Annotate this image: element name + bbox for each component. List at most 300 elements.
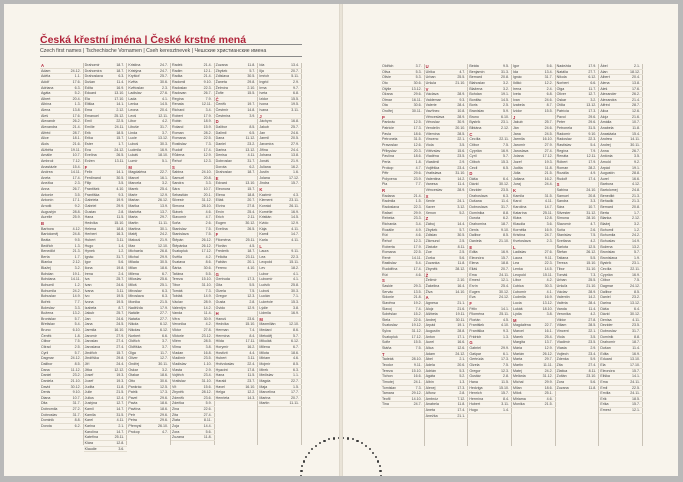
first-name: Blažena xyxy=(469,86,483,91)
first-name: Rozália xyxy=(556,171,569,176)
name-day-date: 6.8. xyxy=(546,92,553,97)
corner-dot xyxy=(379,465,381,467)
name-day-date: 29.3. xyxy=(413,283,422,288)
first-name: Max xyxy=(128,243,136,248)
first-name: Pavla xyxy=(128,401,138,406)
name-day-date: 17.1. xyxy=(72,198,81,203)
first-name: Libor xyxy=(128,119,137,124)
name-day-date: 10.7. xyxy=(203,187,212,192)
first-name: Gustáv xyxy=(469,374,481,379)
first-name: Sebastián xyxy=(172,192,188,197)
first-name: František xyxy=(84,187,100,192)
first-name: Erik xyxy=(600,396,607,401)
name-day-date: 18.6. xyxy=(290,350,299,355)
first-name: Helga xyxy=(215,390,226,395)
name-day-date: 21.3. xyxy=(631,193,640,198)
first-name: Rafael xyxy=(382,210,393,215)
first-name: Izidor xyxy=(259,96,269,101)
name-day-date: 27.7. xyxy=(588,69,597,74)
first-name: Aneta xyxy=(425,408,436,413)
name-day-date: 3.8. xyxy=(546,312,553,317)
first-name: Klement xyxy=(259,198,273,203)
first-name: Robert xyxy=(172,113,183,118)
name-day-date: 22.7. xyxy=(159,170,168,175)
first-name: Františka xyxy=(84,192,100,197)
name-day-date: 1.1. xyxy=(292,373,299,378)
first-name: Naděžda xyxy=(128,305,143,310)
name-day-date: 19.5. xyxy=(116,299,125,304)
letter-heading-text: V xyxy=(425,86,429,92)
name-day-date: 13.7. xyxy=(544,340,553,345)
name-row xyxy=(512,402,556,408)
corner-dot xyxy=(372,452,374,454)
first-name: Anton xyxy=(425,334,436,339)
name-day-date: 12.4. xyxy=(116,395,125,400)
first-name: Věroslav xyxy=(425,120,440,125)
name-day-date: 7.5. xyxy=(633,278,640,283)
first-name: Valentýn xyxy=(172,305,186,310)
name-day-date: 25.7. xyxy=(290,125,299,130)
name-day-date: 15.7. xyxy=(116,136,125,141)
name-day-date: 4.11. xyxy=(291,237,299,242)
letter-heading-text: M xyxy=(513,317,517,323)
first-name: Bruno xyxy=(469,114,479,119)
name-day-date: 26.10. xyxy=(157,424,168,428)
first-name: Patricie xyxy=(382,126,394,131)
letter-heading-text: S xyxy=(382,278,385,284)
first-name: Berta xyxy=(600,210,609,215)
name-day-date: 19.8. xyxy=(116,266,125,271)
name-day-date: 7.3. xyxy=(205,288,212,293)
name-day-date: 4.9. xyxy=(590,171,597,176)
first-name: Alica xyxy=(600,109,609,114)
name-day-date: 12.9. xyxy=(159,192,168,197)
name-day-date: 25.1. xyxy=(159,282,168,287)
first-name: Ignác xyxy=(513,75,522,80)
name-day-date: 30.3. xyxy=(544,283,553,288)
first-name: Oto xyxy=(382,80,388,85)
name-day-date: 30.12. xyxy=(245,220,256,225)
first-name: Hugo xyxy=(469,408,478,413)
first-name: Klára xyxy=(513,216,522,221)
name-day-date: 12.9. xyxy=(544,346,553,351)
name-day-date: 18.6. xyxy=(544,385,553,390)
name-day-date: 25.5. xyxy=(457,75,466,80)
first-name: Jakub xyxy=(513,120,523,125)
first-name: Vendelín xyxy=(425,126,440,131)
first-name: Dana xyxy=(215,136,225,141)
first-name: Dobroslav xyxy=(41,412,58,417)
name-day-date: 21.9. xyxy=(290,158,299,163)
first-name: Ľubomír xyxy=(513,289,527,294)
name-day-date: 18.6. xyxy=(159,407,168,412)
name-day-date: 21.4. xyxy=(413,193,422,198)
name-day-date: 15.10. xyxy=(245,322,256,327)
name-day-date: 26.5. xyxy=(116,153,125,158)
name-day-date: 23.12. xyxy=(201,333,212,338)
name-day-date: 27.4. xyxy=(203,412,212,417)
name-day-date: 11.5. xyxy=(247,373,256,378)
name-day-date: 19.2. xyxy=(413,300,422,305)
name-day-date: 3.2. xyxy=(633,221,640,226)
first-name: Hedviga xyxy=(469,385,483,390)
first-name: Xenie xyxy=(425,199,435,204)
name-day-date: 24.7. xyxy=(413,402,422,407)
name-day-date: 19.1. xyxy=(631,165,640,170)
first-name: Pětr xyxy=(382,171,389,176)
name-day-date: 16.6. xyxy=(457,340,466,345)
name-day-date: 4.2. xyxy=(205,322,212,327)
name-day-date: 5.1. xyxy=(161,158,168,163)
first-name: Dobromila xyxy=(41,407,58,412)
first-name: Dominik xyxy=(41,418,54,423)
first-name: Pankrác xyxy=(382,120,396,125)
first-name: Pia xyxy=(382,182,388,187)
name-row xyxy=(258,401,302,407)
name-day-date: 15.7. xyxy=(631,402,640,407)
first-name: Živa xyxy=(425,289,433,294)
first-name: Valerie xyxy=(425,103,437,108)
first-name: Svatava xyxy=(172,260,185,265)
name-day-date: 8.11. xyxy=(457,244,466,249)
first-name: Ernest xyxy=(600,408,611,413)
name-day-date: 15.7. xyxy=(116,350,125,355)
name-day-date: 9.11. xyxy=(413,362,422,367)
name-day-date: 8.5. xyxy=(633,289,640,294)
first-name: Štefan xyxy=(556,250,568,255)
first-name: Tadeáš xyxy=(382,357,394,362)
name-day-date: 15.7. xyxy=(500,255,509,260)
name-day-date: 23.3. xyxy=(413,216,422,221)
first-name: Mečislav xyxy=(259,373,274,378)
name-day-date: 5.2. xyxy=(74,91,81,96)
first-name: Hana xyxy=(469,379,478,384)
first-name: Jaromír xyxy=(84,333,97,338)
name-day-date: 19.3. xyxy=(116,378,125,383)
name-day-date: 26.5. xyxy=(247,226,256,231)
name-day-date: 13.10. xyxy=(114,91,125,96)
first-name: Ivo xyxy=(84,294,90,299)
name-day-date: 2.12. xyxy=(72,260,81,265)
first-name: Andrej xyxy=(600,142,611,147)
first-name: Patrícia xyxy=(556,109,569,114)
first-name: Jindřiška xyxy=(84,356,99,361)
name-day-date: 27.4. xyxy=(116,339,125,344)
first-name: Marta xyxy=(128,215,138,220)
name-day-date: 4.2. xyxy=(546,278,553,283)
name-day-date: 25.5. xyxy=(588,278,597,283)
first-name: Josef xyxy=(84,373,94,378)
name-day-date: 6.12. xyxy=(159,322,168,327)
first-name: Otília xyxy=(556,103,566,108)
name-day-date: 2.8. xyxy=(118,209,125,214)
first-name: Tibor xyxy=(556,267,565,272)
name-day-date: 18.6. xyxy=(413,154,422,159)
first-name: Drahoslav xyxy=(215,170,232,175)
first-name: Bonifác xyxy=(469,97,482,102)
name-day-date: 29.8. xyxy=(247,79,256,84)
name-day-date: 5.7. xyxy=(249,68,256,73)
name-day-date: 11.8. xyxy=(247,63,256,67)
name-day-date: 13.12. xyxy=(629,300,640,305)
first-name: Konrád xyxy=(259,204,271,209)
name-day-date: 21.8. xyxy=(413,295,422,300)
letter-heading-text: E xyxy=(215,175,219,181)
name-day-date: 18.7. xyxy=(116,68,125,73)
name-day-date: 3.2. xyxy=(590,97,597,102)
first-name: Tomáš xyxy=(556,272,568,277)
name-day-date: 23.10. xyxy=(586,374,597,379)
name-day-date: 24.10. xyxy=(586,188,597,193)
first-name: Dorota xyxy=(469,216,481,221)
first-name: Michal xyxy=(513,379,524,384)
name-day-date: 22.3. xyxy=(413,205,422,210)
name-day-date: 7.5. xyxy=(74,339,81,344)
name-day-date: 4.5. xyxy=(502,317,509,322)
name-day-date: 3.11. xyxy=(501,402,509,407)
letter-heading-text: J xyxy=(513,114,516,120)
first-name: Ondřej xyxy=(128,361,140,366)
name-day-date: 24.11. xyxy=(114,125,125,130)
name-day-date: 9.11. xyxy=(544,255,553,260)
name-day-date: 5.5. xyxy=(205,271,212,276)
first-name: Izidor xyxy=(513,109,522,114)
name-day-date: 3.3. xyxy=(205,181,212,186)
first-name: Lucia xyxy=(513,300,522,305)
first-name: Jolana xyxy=(513,154,524,159)
page-subtitle: Czech first names | Tschechische Vornamen | Cseh keresztnevek | Чешские христианские имена xyxy=(40,48,267,54)
first-name: Robin xyxy=(172,119,182,124)
first-name: Soběslav xyxy=(382,312,397,317)
first-name: Ivana xyxy=(84,288,94,293)
first-name: Otakar xyxy=(128,373,140,378)
first-name: Maxmilián xyxy=(259,322,276,327)
name-day-date: 14.11. xyxy=(70,170,81,175)
name-day-date: 8.4. xyxy=(502,396,509,401)
name-day-date: 7.1. xyxy=(292,294,299,299)
first-name: Soňa xyxy=(556,227,566,232)
first-name: Klára xyxy=(84,440,94,445)
first-name: Adolf xyxy=(41,79,50,84)
first-name: Zdislav xyxy=(425,233,438,238)
name-day-date: 27.6. xyxy=(159,91,168,96)
name-day-date: 14.1. xyxy=(116,170,125,175)
first-name: Bedřich xyxy=(41,243,54,248)
name-day-date: 17.9. xyxy=(588,159,597,164)
name-day-date: 9.5. xyxy=(502,64,509,68)
letter-heading-text: M xyxy=(128,164,132,170)
first-name: Zita xyxy=(556,362,563,367)
name-day-date: 3.9. xyxy=(249,113,256,118)
page-title: Česká křestní jména | České krstné mená xyxy=(40,34,247,46)
first-name: Jaroslava xyxy=(84,345,101,350)
first-name: Samuel xyxy=(556,193,569,198)
first-name: Ctibor xyxy=(41,339,51,344)
name-day-date: 21.6. xyxy=(457,306,466,311)
name-day-date: 22.11. xyxy=(499,137,509,142)
first-name: Kvido xyxy=(259,220,269,225)
first-name: Martin xyxy=(128,220,139,225)
first-name: Fridrich xyxy=(469,334,482,339)
first-name: Andrea xyxy=(41,170,53,175)
first-name: Alica xyxy=(425,346,434,351)
first-name: Bronislav xyxy=(600,250,616,255)
first-name: Oldřich xyxy=(128,339,140,344)
first-name: Jakub xyxy=(84,311,95,316)
first-name: Ivan xyxy=(513,97,520,102)
first-name: Servác xyxy=(382,289,394,294)
name-day-date: 11.8. xyxy=(116,384,125,389)
name-day-date: 18.7. xyxy=(116,63,125,67)
first-name: Vladislav xyxy=(172,361,187,366)
name-day-date: 29.9. xyxy=(159,254,168,259)
first-name: Gizela xyxy=(215,288,226,293)
first-name: Radim xyxy=(172,68,183,73)
first-name: Emanuel xyxy=(84,113,99,118)
first-name: Otýlie xyxy=(382,86,392,91)
name-row xyxy=(425,414,469,420)
first-name: Leona xyxy=(128,108,139,113)
first-name: Radoslav xyxy=(172,85,187,90)
name-day-date: 20.8. xyxy=(203,175,212,180)
first-name: Berta xyxy=(41,254,50,259)
first-name: Marcela xyxy=(128,181,142,186)
name-day-date: 27.9. xyxy=(290,141,299,146)
first-name: Dávid xyxy=(600,312,610,317)
name-day-date: 16.6. xyxy=(631,176,640,181)
first-name: Růžena xyxy=(172,153,185,158)
name-day-date: 24.4. xyxy=(116,361,125,366)
name-day-date: 16.11. xyxy=(411,97,422,102)
first-name: Božena xyxy=(41,311,54,316)
name-day-date: 13.2. xyxy=(631,244,640,249)
first-name: Lada xyxy=(128,96,137,101)
first-name: Václav xyxy=(172,299,183,304)
first-name: Milota xyxy=(259,350,269,355)
name-day-date: 14.9. xyxy=(631,238,640,243)
first-name: Františka xyxy=(469,329,485,334)
name-day-date: 23.2. xyxy=(631,295,640,300)
name-day-date: 20.1. xyxy=(247,260,256,265)
name-row xyxy=(171,435,215,441)
name-day-date: 6.5. xyxy=(502,165,509,170)
name-day-date: 28.4. xyxy=(588,300,597,305)
name-day-date: 5.3. xyxy=(459,368,466,373)
name-day-date: 8.11. xyxy=(588,368,597,373)
name-day-date: 14.11. xyxy=(630,137,640,142)
name-day-date: 24.7. xyxy=(544,233,553,238)
first-name: Michal xyxy=(128,254,139,259)
name-day-date: 29.12. xyxy=(411,391,422,396)
first-name: Kristina xyxy=(128,63,141,67)
first-name: Bohumil xyxy=(600,227,614,232)
name-day-date: 17.12. xyxy=(288,175,299,180)
name-day-date: 12.3. xyxy=(247,294,256,299)
name-day-date: 28.5. xyxy=(203,339,212,344)
name-day-date: 16.9. xyxy=(544,227,553,232)
first-name: Polyxena xyxy=(382,176,397,181)
first-name: Urban xyxy=(425,75,436,80)
first-name: Ela xyxy=(84,96,90,101)
name-day-date: 25.7. xyxy=(116,277,125,282)
name-day-date: 13.11. xyxy=(114,158,125,163)
letter-heading-text: X xyxy=(425,193,429,199)
name-day-date: 28.9. xyxy=(457,114,466,119)
name-day-date: 24.2. xyxy=(159,232,168,237)
name-day-date: 29.8. xyxy=(116,356,125,361)
first-name: Lea xyxy=(259,254,266,259)
name-day-date: 25.8. xyxy=(290,282,299,287)
first-name: Gabriel xyxy=(84,204,97,209)
name-day-date: 12.5. xyxy=(159,384,168,389)
first-name: Gašpar xyxy=(469,351,482,356)
first-name: Albín xyxy=(425,379,434,384)
name-day-date: 14.2. xyxy=(588,295,597,300)
first-name: Zlata xyxy=(172,418,180,423)
first-name: Vojtěch xyxy=(172,373,184,378)
name-day-date: 4.10. xyxy=(247,266,256,271)
first-name: Radomír xyxy=(556,131,571,136)
first-name: Darina xyxy=(600,300,611,305)
first-name: Zora xyxy=(556,379,565,384)
first-name: Svatoslav xyxy=(382,323,398,328)
first-name: Herman xyxy=(215,328,229,333)
name-day-date: 21.1. xyxy=(457,300,466,305)
name-day-date: 11.4. xyxy=(116,79,125,84)
first-name: David xyxy=(41,384,51,389)
letter-heading-text: Z xyxy=(425,216,429,222)
first-name: Teofil xyxy=(382,396,391,401)
first-name: Šarlota xyxy=(556,244,569,249)
first-name: Stanislav xyxy=(556,233,572,238)
name-day-date: 12.6. xyxy=(631,109,640,114)
first-name: Gertruda xyxy=(215,277,230,282)
name-day-date: 3.11. xyxy=(116,288,125,293)
first-name: Marcel xyxy=(128,175,140,180)
first-name: Ingrid xyxy=(259,79,269,84)
first-name: Vít xyxy=(172,384,177,389)
first-name: Přemysl xyxy=(128,424,142,428)
name-day-date: 25.9. xyxy=(72,215,81,220)
name-day-date: 1.1. xyxy=(74,74,81,79)
name-day-date: 5.9. xyxy=(205,401,212,406)
first-name: Roman xyxy=(172,130,184,135)
first-name: Helena xyxy=(84,226,97,231)
first-name: Viola xyxy=(425,142,434,147)
name-day-date: 13.8. xyxy=(72,108,81,113)
name-day-date: 5.7. xyxy=(74,350,81,355)
first-name: Eva xyxy=(469,295,476,300)
name-day-date: 12.10. xyxy=(288,322,299,327)
first-name: Jarmila xyxy=(513,137,525,142)
first-name: Ožana xyxy=(382,92,393,97)
name-day-date: 2.10. xyxy=(457,278,466,283)
name-day-date: 20.8. xyxy=(631,205,640,210)
first-name: Slávek xyxy=(172,209,183,214)
name-day-date: 21.5. xyxy=(159,299,168,304)
name-day-date: 25.12. xyxy=(114,113,125,118)
name-day-date: 8.7. xyxy=(118,305,125,310)
first-name: Ignác xyxy=(84,254,94,259)
first-name: Silvestr xyxy=(172,198,184,203)
first-name: Olga xyxy=(556,86,565,91)
name-day-date: 28.7. xyxy=(631,103,640,108)
first-name: Miriam xyxy=(259,356,271,361)
name-day-date: 28.10. xyxy=(201,204,212,209)
corner-dot xyxy=(347,437,349,439)
name-day-date: 19.1. xyxy=(500,92,509,97)
first-name: Ambróz xyxy=(425,396,439,401)
